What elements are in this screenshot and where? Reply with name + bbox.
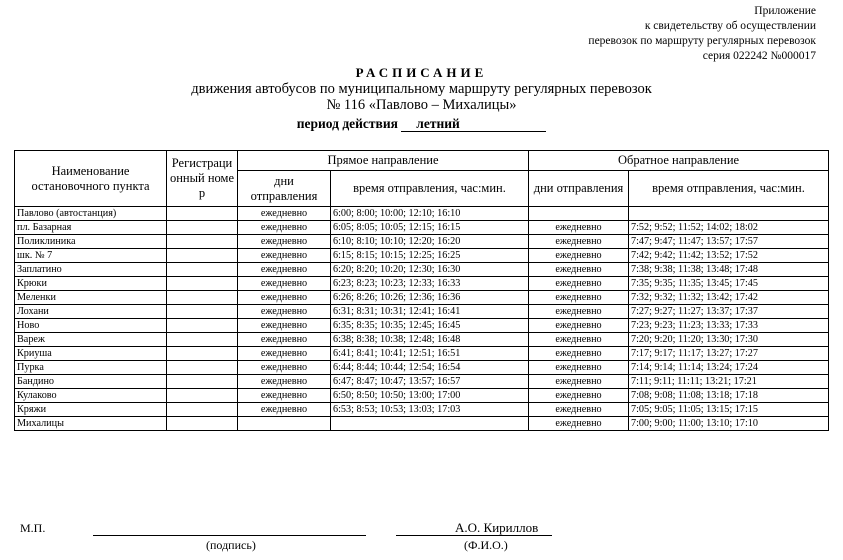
stop-name-cell: Криуша bbox=[15, 347, 167, 361]
forward-times-cell: 6:44; 8:44; 10:44; 12:54; 16:54 bbox=[331, 361, 529, 375]
signature-line bbox=[93, 535, 366, 536]
backward-days-cell: ежедневно bbox=[529, 389, 629, 403]
backward-times-cell: 7:08; 9:08; 11:08; 13:18; 17:18 bbox=[629, 389, 829, 403]
backward-days-cell: ежедневно bbox=[529, 319, 629, 333]
table-row bbox=[15, 347, 829, 361]
table-row bbox=[15, 277, 829, 291]
registration-cell bbox=[167, 263, 238, 277]
registration-cell bbox=[167, 235, 238, 249]
backward-days-cell: ежедневно bbox=[529, 347, 629, 361]
header-forward-time: время отправления, час:мин. bbox=[331, 171, 529, 207]
backward-times-cell: 7:47; 9:47; 11:47; 13:57; 17:57 bbox=[629, 235, 829, 249]
forward-days-cell: ежедневно bbox=[238, 207, 331, 221]
table-row bbox=[15, 235, 829, 249]
backward-days-cell: ежедневно bbox=[529, 277, 629, 291]
header-stop: Наименование остановочного пункта bbox=[15, 151, 167, 207]
stop-name-cell: Крюки bbox=[15, 277, 167, 291]
document-subtitle: движения автобусов по муниципальному маршруту регулярных перевозок bbox=[191, 81, 652, 97]
forward-times-cell: 6:38; 8:38; 10:38; 12:48; 16:48 bbox=[331, 333, 529, 347]
registration-cell bbox=[167, 417, 238, 431]
appendix-line: серия 022242 №000017 bbox=[702, 50, 816, 62]
registration-cell bbox=[167, 319, 238, 333]
backward-days-cell: ежедневно bbox=[529, 263, 629, 277]
backward-times-cell: 7:52; 9:52; 11:52; 14:02; 18:02 bbox=[629, 221, 829, 235]
backward-days-cell: ежедневно bbox=[529, 249, 629, 263]
forward-times-cell: 6:00; 8:00; 10:00; 12:10; 16:10 bbox=[331, 207, 529, 221]
forward-days-cell: ежедневно bbox=[238, 305, 331, 319]
stop-name-cell: Ново bbox=[15, 319, 167, 333]
forward-days-cell: ежедневно bbox=[238, 319, 331, 333]
period-row bbox=[0, 116, 843, 132]
stop-name-cell: Пурка bbox=[15, 361, 167, 375]
document-title: РАСПИСАНИЕ bbox=[355, 65, 488, 80]
appendix-line: Приложение bbox=[754, 5, 816, 17]
forward-days-cell: ежедневно bbox=[238, 235, 331, 249]
forward-times-cell: 6:35; 8:35; 10:35; 12:45; 16:45 bbox=[331, 319, 529, 333]
backward-times-cell: 7:11; 9:11; 11:11; 13:21; 17:21 bbox=[629, 375, 829, 389]
table-row bbox=[15, 361, 829, 375]
backward-days-cell: ежедневно bbox=[529, 361, 629, 375]
stop-name-cell: пл. Базарная bbox=[15, 221, 167, 235]
backward-times-cell: 7:42; 9:42; 11:42; 13:52; 17:52 bbox=[629, 249, 829, 263]
registration-cell bbox=[167, 375, 238, 389]
header-backward-time: время отправления, час:мин. bbox=[629, 171, 829, 207]
forward-days-cell: ежедневно bbox=[238, 361, 331, 375]
backward-times-cell: 7:38; 9:38; 11:38; 13:48; 17:48 bbox=[629, 263, 829, 277]
backward-days-cell: ежедневно bbox=[529, 291, 629, 305]
forward-times-cell: 6:23; 8:23; 10:23; 12:33; 16:33 bbox=[331, 277, 529, 291]
backward-times-cell: 7:05; 9:05; 11:05; 13:15; 17:15 bbox=[629, 403, 829, 417]
backward-days-cell: ежедневно bbox=[529, 235, 629, 249]
backward-days-cell: ежедневно bbox=[529, 305, 629, 319]
backward-times-cell bbox=[629, 207, 829, 221]
header-forward-days: дни отправления bbox=[238, 171, 331, 207]
signatory-name: А.О. Кириллов bbox=[455, 520, 539, 535]
header-registration: Регистрационный номер bbox=[167, 151, 238, 207]
forward-times-cell: 6:10; 8:10; 10:10; 12:20; 16:20 bbox=[331, 235, 529, 249]
forward-days-cell: ежедневно bbox=[238, 403, 331, 417]
forward-times-cell: 6:26; 8:26; 10:26; 12:36; 16:36 bbox=[331, 291, 529, 305]
forward-times-cell: 6:05; 8:05; 10:05; 12:15; 16:15 bbox=[331, 221, 529, 235]
forward-days-cell: ежедневно bbox=[238, 221, 331, 235]
appendix-line: перевозок по маршруту регулярных перевозок bbox=[588, 35, 816, 47]
registration-cell bbox=[167, 347, 238, 361]
registration-cell bbox=[167, 291, 238, 305]
table-row bbox=[15, 249, 829, 263]
appendix-block bbox=[588, 4, 816, 64]
backward-times-cell: 7:35; 9:35; 11:35; 13:45; 17:45 bbox=[629, 277, 829, 291]
stop-name-cell: Павлово (автостанция) bbox=[15, 207, 167, 221]
forward-days-cell: ежедневно bbox=[238, 333, 331, 347]
stop-name-cell: Вареж bbox=[15, 333, 167, 347]
forward-days-cell: ежедневно bbox=[238, 291, 331, 305]
forward-times-cell: 6:20; 8:20; 10:20; 12:30; 16:30 bbox=[331, 263, 529, 277]
forward-days-cell: ежедневно bbox=[238, 277, 331, 291]
table-row bbox=[15, 221, 829, 235]
forward-days-cell: ежедневно bbox=[238, 375, 331, 389]
stop-name-cell: шк. № 7 bbox=[15, 249, 167, 263]
signature-caption: (подпись) bbox=[206, 538, 256, 552]
forward-days-cell: ежедневно bbox=[238, 249, 331, 263]
table-row bbox=[15, 403, 829, 417]
stop-name-cell: Кулаково bbox=[15, 389, 167, 403]
period-label: период действия bbox=[296, 116, 398, 131]
forward-times-cell: 6:41; 8:41; 10:41; 12:51; 16:51 bbox=[331, 347, 529, 361]
registration-cell bbox=[167, 221, 238, 235]
registration-cell bbox=[167, 361, 238, 375]
appendix-line: к свидетельству об осуществлении bbox=[644, 20, 816, 32]
header-backward-days: дни отправления bbox=[529, 171, 629, 207]
schedule-table bbox=[14, 150, 829, 431]
table-row bbox=[15, 263, 829, 277]
backward-times-cell: 7:23; 9:23; 11:23; 13:33; 17:33 bbox=[629, 319, 829, 333]
header-backward: Обратное направление bbox=[529, 151, 829, 171]
stop-name-cell: Заплатино bbox=[15, 263, 167, 277]
backward-days-cell: ежедневно bbox=[529, 333, 629, 347]
registration-cell bbox=[167, 277, 238, 291]
table-row bbox=[15, 333, 829, 347]
header-forward: Прямое направление bbox=[238, 151, 529, 171]
stop-name-cell: Лохани bbox=[15, 305, 167, 319]
registration-cell bbox=[167, 403, 238, 417]
table-row bbox=[15, 291, 829, 305]
table-row bbox=[15, 305, 829, 319]
forward-times-cell: 6:47; 8:47; 10:47; 13:57; 16:57 bbox=[331, 375, 529, 389]
backward-days-cell: ежедневно bbox=[529, 403, 629, 417]
table-row bbox=[15, 207, 829, 221]
period-value: летний bbox=[401, 116, 546, 132]
backward-times-cell: 7:32; 9:32; 11:32; 13:42; 17:42 bbox=[629, 291, 829, 305]
stop-name-cell: Меленки bbox=[15, 291, 167, 305]
forward-days-cell bbox=[238, 417, 331, 431]
backward-times-cell: 7:17; 9:17; 11:17; 13:27; 17:27 bbox=[629, 347, 829, 361]
table-row bbox=[15, 375, 829, 389]
backward-times-cell: 7:00; 9:00; 11:00; 13:10; 17:10 bbox=[629, 417, 829, 431]
registration-cell bbox=[167, 333, 238, 347]
stop-name-cell: Михалицы bbox=[15, 417, 167, 431]
backward-days-cell bbox=[529, 207, 629, 221]
schedule-body bbox=[15, 207, 829, 431]
backward-days-cell: ежедневно bbox=[529, 221, 629, 235]
forward-times-cell: 6:50; 8:50; 10:50; 13:00; 17:00 bbox=[331, 389, 529, 403]
forward-days-cell: ежедневно bbox=[238, 347, 331, 361]
forward-times-cell: 6:53; 8:53; 10:53; 13:03; 17:03 bbox=[331, 403, 529, 417]
registration-cell bbox=[167, 207, 238, 221]
registration-cell bbox=[167, 389, 238, 403]
backward-days-cell: ежедневно bbox=[529, 375, 629, 389]
backward-times-cell: 7:14; 9:14; 11:14; 13:24; 17:24 bbox=[629, 361, 829, 375]
backward-times-cell: 7:27; 9:27; 11:27; 13:37; 17:37 bbox=[629, 305, 829, 319]
table-row bbox=[15, 389, 829, 403]
forward-times-cell bbox=[331, 417, 529, 431]
registration-cell bbox=[167, 249, 238, 263]
forward-days-cell: ежедневно bbox=[238, 389, 331, 403]
forward-days-cell: ежедневно bbox=[238, 263, 331, 277]
stop-name-cell: Кряжи bbox=[15, 403, 167, 417]
forward-times-cell: 6:15; 8:15; 10:15; 12:25; 16:25 bbox=[331, 249, 529, 263]
backward-times-cell: 7:20; 9:20; 11:20; 13:30; 17:30 bbox=[629, 333, 829, 347]
stop-name-cell: Поликлиника bbox=[15, 235, 167, 249]
backward-days-cell: ежедневно bbox=[529, 417, 629, 431]
route-name: № 116 «Павлово – Михалицы» bbox=[326, 97, 517, 113]
registration-cell bbox=[167, 305, 238, 319]
stop-name-cell: Бандино bbox=[15, 375, 167, 389]
table-row bbox=[15, 417, 829, 431]
stamp-label: М.П. bbox=[20, 521, 46, 535]
name-caption: (Ф.И.О.) bbox=[464, 538, 508, 552]
table-row bbox=[15, 319, 829, 333]
forward-times-cell: 6:31; 8:31; 10:31; 12:41; 16:41 bbox=[331, 305, 529, 319]
